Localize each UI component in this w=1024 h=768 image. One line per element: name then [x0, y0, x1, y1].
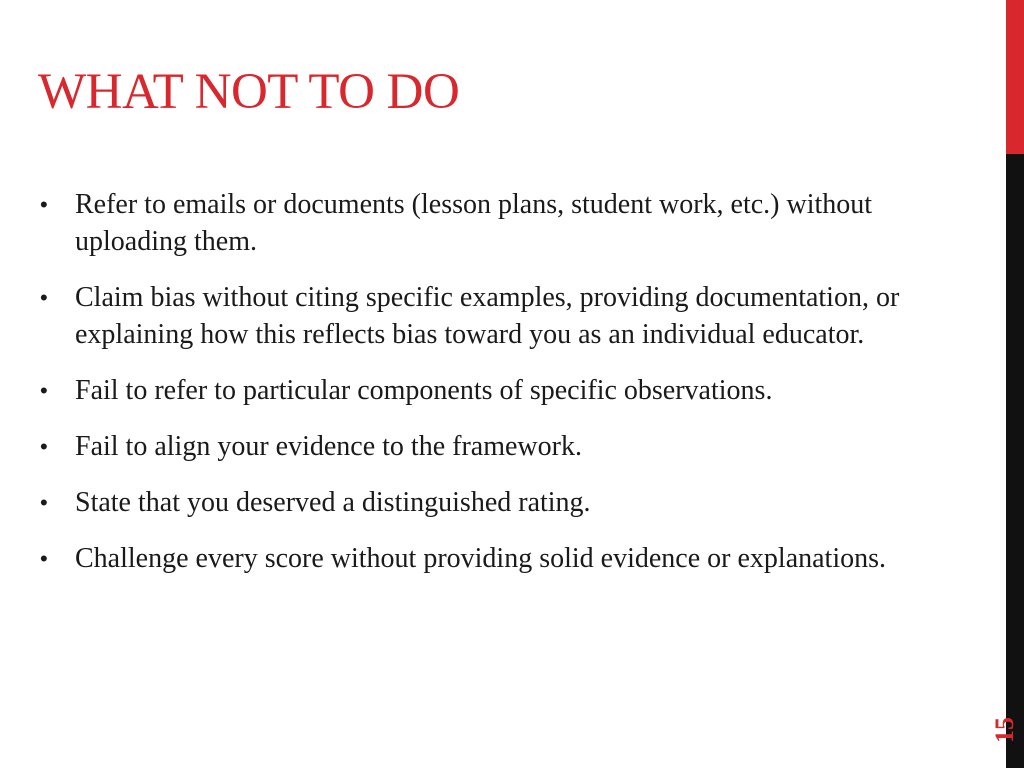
bullet-text: Claim bias without citing specific examples, providing documentation, or explaining how this reflects bias toward you as an individual educator. [75, 282, 900, 350]
bullet-dot: • [40, 546, 48, 571]
bullet-text: Challenge every score without providing solid evidence or explanations. [75, 543, 887, 574]
bullet-list [40, 186, 970, 596]
bullet-dot: • [40, 285, 48, 310]
bullet-dot: • [40, 434, 48, 459]
bullet-item-5 [40, 484, 970, 521]
bullet-dot: • [40, 192, 48, 217]
bullet-item-1 [40, 186, 970, 260]
bullet-item-6 [40, 540, 970, 577]
bullet-item-2 [40, 279, 970, 353]
bullet-text: Refer to emails or documents (lesson plans, student work, etc.) without uploading them. [75, 189, 873, 257]
bullet-text: Fail to align your evidence to the framework. [75, 431, 582, 462]
bullet-dot: • [40, 490, 48, 515]
slide-title: WHAT NOT TO DO [38, 64, 460, 120]
side-accent-bar [1006, 0, 1024, 154]
bullet-dot: • [40, 378, 48, 403]
bullet-item-3 [40, 372, 970, 409]
bullet-text: State that you deserved a distinguished rating. [75, 487, 591, 518]
bullet-text: Fail to refer to particular components of specific observations. [75, 375, 773, 406]
bullet-item-4 [40, 428, 970, 465]
slide-number: 15 [990, 717, 1019, 743]
